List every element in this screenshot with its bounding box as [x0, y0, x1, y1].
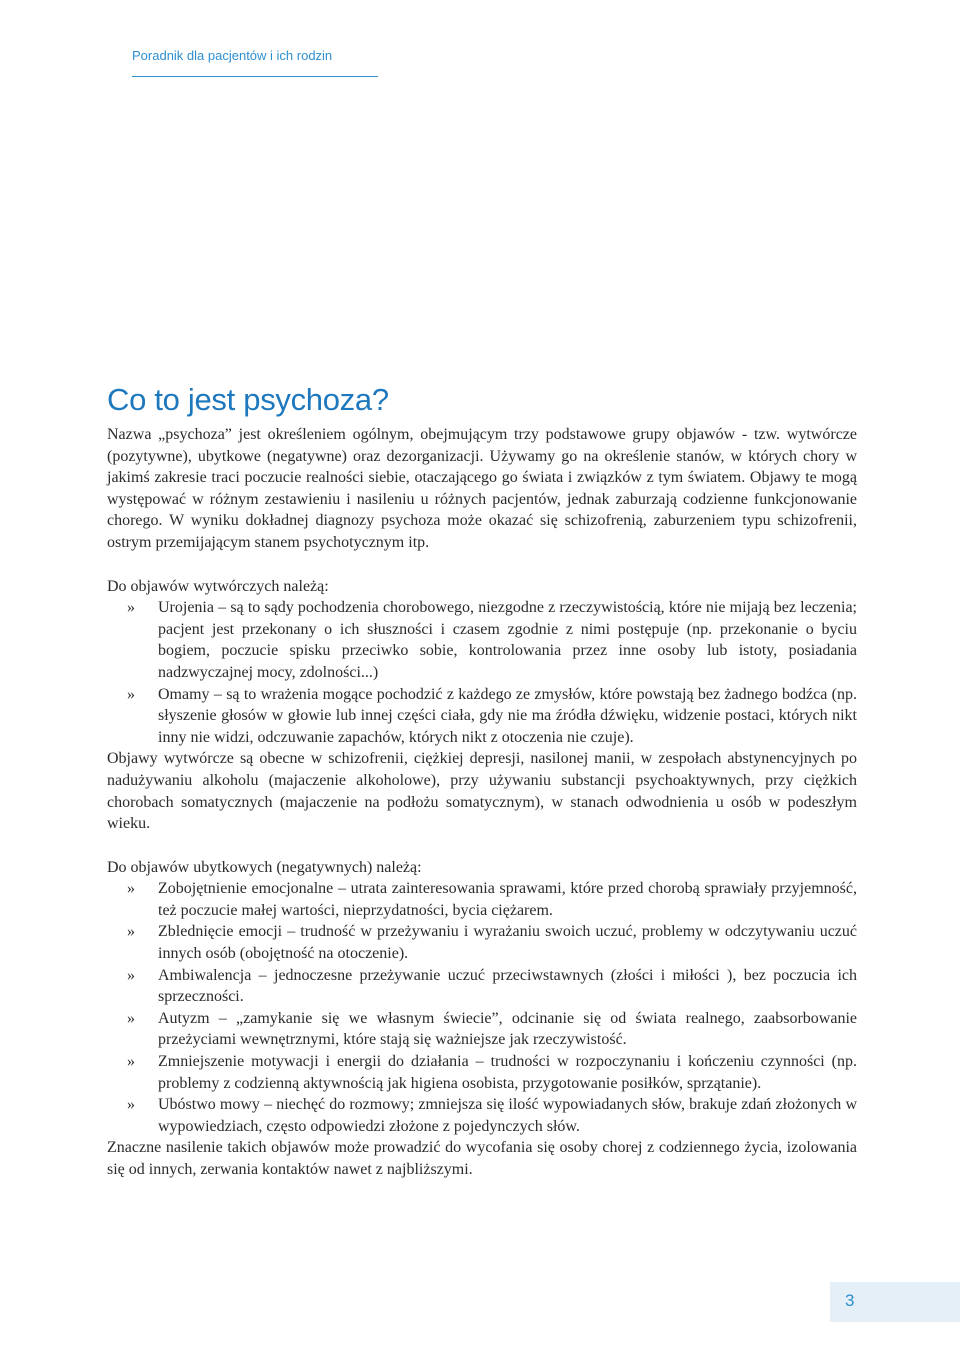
- list-item: [107, 878, 857, 921]
- negative-symptoms-list: [107, 878, 857, 1137]
- section-title: Co to jest psychoza?: [107, 382, 389, 417]
- bullet-marker: »: [127, 880, 135, 898]
- running-header: Poradnik dla pacjentów i ich rodzin: [132, 48, 333, 63]
- list-item-text: Zblednięcie emocji – trudność w przeżywaniu i wyrażaniu swoich uczuć, problemy w odczytywaniu uczuć innych osób (obojętność na otoczenie).: [158, 923, 857, 963]
- list-item: [107, 921, 857, 964]
- positive-symptoms-list: [107, 597, 857, 748]
- bullet-marker: »: [127, 1053, 135, 1071]
- intro-paragraph: Nazwa „psychoza” jest określeniem ogólnym, obejmującym trzy podstawowe grupy objawów - tzw. wytwórcze (pozytywne), ubytkowe (negatywne) oraz dezorganizacji. Używamy go na określenie stanów, w których chory w jakimś zakresie traci poczucie realności siebie, otaczającego go świata i związków z tym światem. Objawy te mogą występować w różnym zestawieniu i nasileniu u różnych pacjentów, jednak zaburzają codzienne funkcjonowanie chorego. W wyniku dokładnej diagnozy psychoza może okazać się schizofrenią, zaburzeniem typu schizofrenii, ostrym przemijającym stanem psychotycznym itp.: [107, 426, 857, 551]
- list-item-text: Ubóstwo mowy – niechęć do rozmowy; zmniejsza się ilość wypowiadanych słów, brakuje zdań złożonych w wypowiedziach, często odpowiedzi złożone z pojedynczych słów.: [158, 1096, 857, 1135]
- header-rule: [132, 76, 378, 77]
- bullet-marker: »: [127, 599, 135, 617]
- list-item-text: Zmniejszenie motywacji i energii do działania – trudności w rozpoczynaniu i kończeniu czynności (np. problemy z codzienną aktywnością jak higiena osobista, przygotowanie posiłków, sprzątanie).: [158, 1053, 857, 1092]
- bullet-marker: »: [127, 966, 135, 984]
- main-content: [107, 380, 857, 1181]
- list-item-text: Zobojętnienie emocjonalne – utrata zainteresowania sprawami, które przed chorobą sprawiały przyjemność, też poczucie małej wartości, nieprzydatności, bycia ciężarem.: [158, 880, 857, 919]
- list-item-text: Omamy – są to wrażenia mogące pochodzić z każdego ze zmysłów, które powstają bez żadnego bodźca (np. słyszenie głosów w głowie lub innej części ciała, gdy nie ma źródła dźwięku, widzenie postaci, których nikt inny nie widzi, odczuwanie zapachów, których nikt z otoczenia nie czuje).: [158, 685, 857, 746]
- list-item-text: Urojenia – są to sądy pochodzenia chorobowego, niezgodne z rzeczywistością, które nie mijają bez leczenia; pacjent jest przekonany o ich słuszności i czasem zgodnie z nimi postępuje (np. przekonanie o byciu bogiem, poczucie spisku przeciwko sobie, kontrolowania przez inne osoby lub istoty, posiadania nadzwyczajnej mocy, zdolności...): [158, 599, 857, 681]
- list-item: [107, 965, 857, 1008]
- list-item: [107, 684, 857, 749]
- bullet-marker: »: [127, 685, 135, 703]
- positive-symptoms-heading: Do objawów wytwórczych należą:: [107, 577, 329, 595]
- negative-symptoms-closing: Znaczne nasilenie takich objawów może prowadzić do wycofania się osoby chorej z codziennego życia, izolowania się od innych, zerwania kontaktów nawet z najbliższymi.: [107, 1139, 857, 1178]
- spacer: [107, 835, 857, 857]
- page-number: 3: [845, 1291, 855, 1310]
- spacer: [107, 554, 857, 576]
- bullet-marker: »: [127, 923, 135, 941]
- list-item: [107, 1094, 857, 1137]
- list-item: [107, 1008, 857, 1051]
- negative-symptoms-heading: Do objawów ubytkowych (negatywnych) należą:: [107, 858, 422, 876]
- bullet-marker: »: [127, 1096, 135, 1114]
- bullet-marker: »: [127, 1009, 135, 1027]
- list-item-text: Autyzm – „zamykanie się we własnym świecie”, odcinanie się od świata realnego, zaabsorbowanie przeżyciami wewnętrznymi, które stają się ważniejsze jak rzeczywistość.: [158, 1009, 857, 1049]
- list-item: [107, 597, 857, 683]
- list-item: [107, 1051, 857, 1094]
- positive-symptoms-closing: Objawy wytwórcze są obecne w schizofrenii, ciężkiej depresji, nasilonej manii, w zespołach abstynencyjnych po nadużywaniu alkoholu (majaczenie alkoholowe), przy używaniu substancji psychoaktywnych, przy ciężkich chorobach somatycznych (majaczenie na podłożu somatycznym), w stanach odwodnienia u osób w podeszłym wieku.: [107, 750, 857, 833]
- list-item-text: Ambiwalencja – jednoczesne przeżywanie uczuć przeciwstawnych (złości i miłości ), bez poczucia ich sprzeczności.: [158, 966, 857, 1006]
